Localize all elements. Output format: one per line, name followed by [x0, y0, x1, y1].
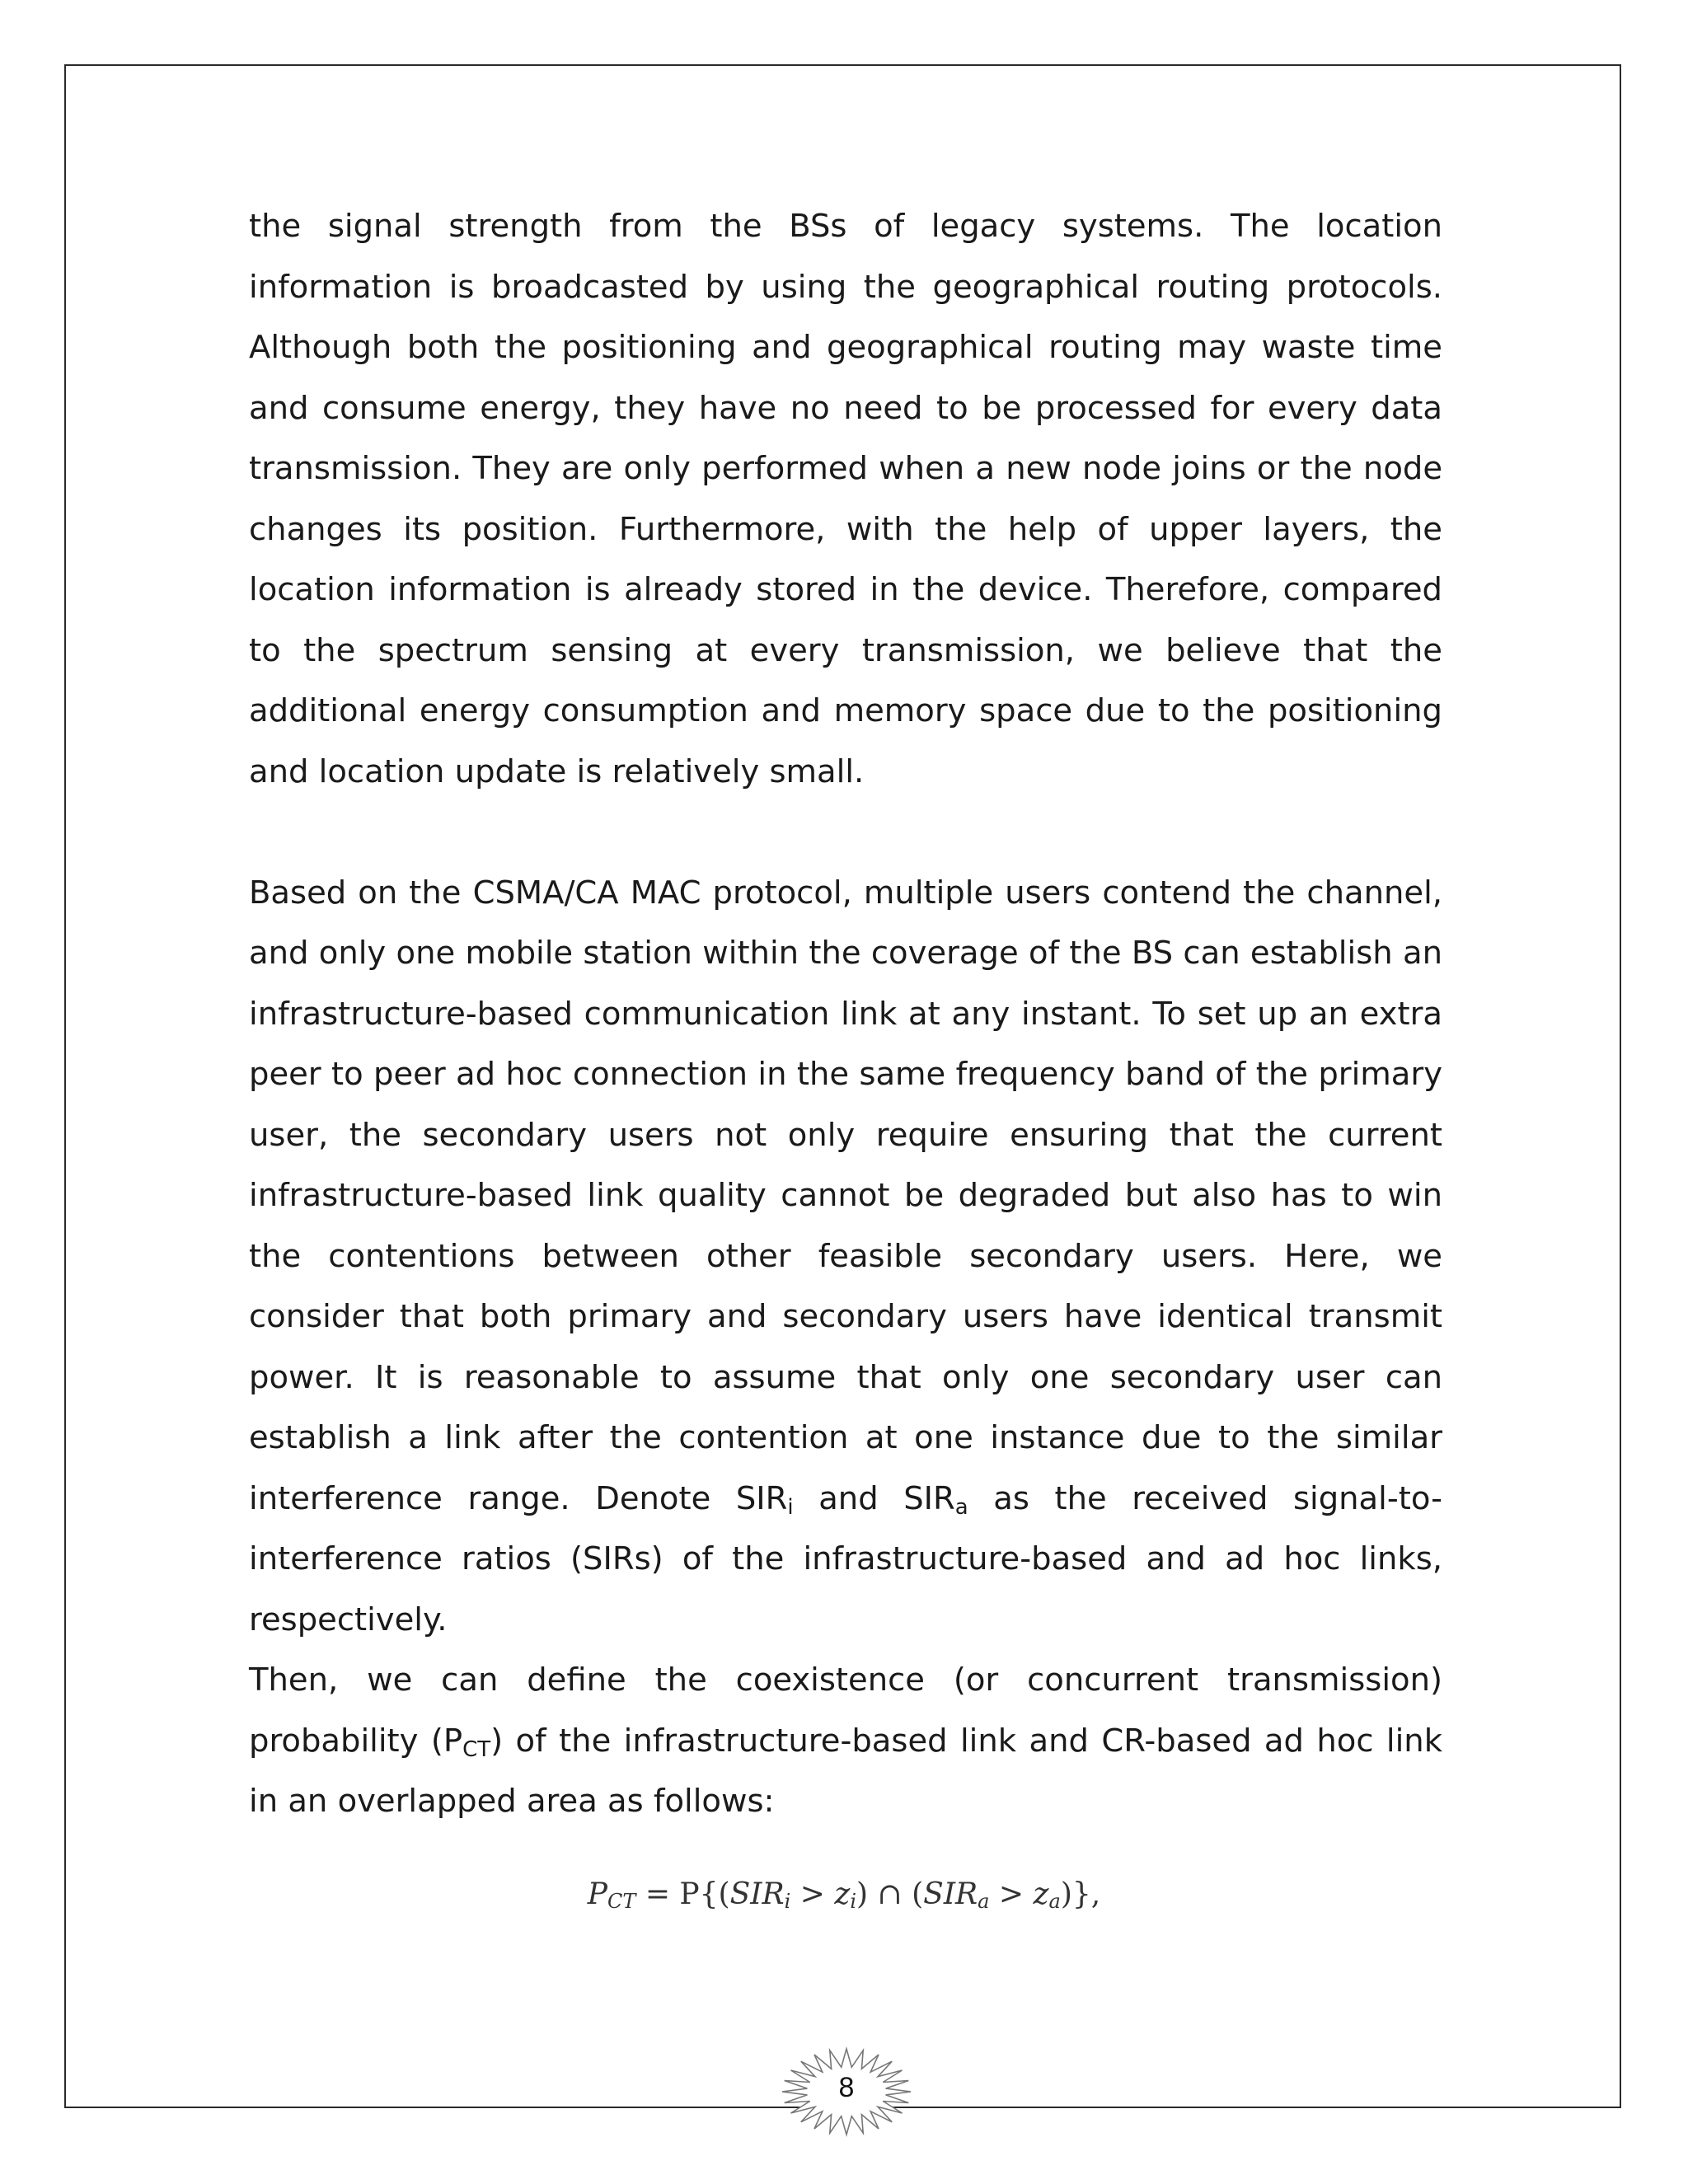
- sir-symbol: SIR: [735, 1479, 788, 1517]
- coexistence-probability-equation: [0, 1877, 1688, 1911]
- paragraph-spacer: [249, 802, 1442, 863]
- paragraph-coexistence-definition: [249, 1650, 1442, 1832]
- formula-sub-i: i: [784, 1890, 791, 1913]
- paragraph-text: Based on the CSMA/CA MAC protocol, multiple users contend the channel, and only one mobile station within the coverage of the BS can establish an infrastructure-based communication link at any instant. To set up an extra peer to peer ad hoc connection in the same frequency band of the primary user, the secondary users not only require ensuring that the current infrastructure-based link quality cannot be degraded but also has to win the contentions between other feasible secondary users. Here, we consider that both primary and secondary users have identical transmit power. It is reasonable to assume that only one secondary user can establish a link after the contention at one instance due to the similar interference range. Denote: [249, 874, 1442, 1517]
- sir-symbol: SIR: [903, 1479, 955, 1517]
- formula-sir: SIR: [729, 1877, 785, 1911]
- sir-subscript-a: a: [954, 1494, 968, 1520]
- paragraph-location-info: the signal strength from the BSs of legacy systems. The location information is broadcasted by using the geographical routing protocols. Although both the positioning and geographical routing may waste time and consume energy, they have no need to be processed for every data transmission. They are only performed when a new node joins or the node changes its position. Furthermore, with the help of upper layers, the location information is already stored in the device. Therefore, compared to the spectrum sensing at every transmission, we believe that the additional energy consumption and memory space due to the positioning and location update is relatively small.: [249, 208, 1442, 790]
- sir-subscript-i: i: [787, 1494, 794, 1520]
- pct-symbol: P: [443, 1722, 463, 1760]
- formula-text: > z: [790, 1877, 851, 1911]
- body-text: [249, 196, 1442, 1832]
- formula-ct-subscript: CT: [607, 1890, 636, 1913]
- pct-subscript: CT: [462, 1736, 491, 1762]
- page-number: 8: [838, 2072, 855, 2103]
- paragraph-text: and: [793, 1479, 904, 1517]
- formula-p: P: [587, 1877, 607, 1911]
- formula-text: > z: [989, 1877, 1049, 1911]
- formula-text: )},: [1060, 1877, 1101, 1911]
- formula-z-sub-i: i: [850, 1890, 857, 1913]
- paragraph-text: as the received signal-to-interference ratios (SIRs) of the infrastructure-based and ad hoc links, respectively.: [249, 1479, 1442, 1638]
- formula-sub-a: a: [978, 1890, 990, 1913]
- formula-sir: SIR: [923, 1877, 978, 1911]
- paragraph-text: Then, we can define the coexistence (or concurrent transmission) probability (: [249, 1661, 1442, 1760]
- formula-z-sub-a: a: [1048, 1890, 1061, 1913]
- formula-text: ) ∩ (: [856, 1877, 924, 1911]
- formula-text: = P{(: [635, 1877, 730, 1911]
- paragraph-csma-contention: [249, 863, 1442, 1651]
- paragraph-text: ) of the infrastructure-based link and CR-based ad hoc link in an overlapped area as follows:: [249, 1722, 1442, 1820]
